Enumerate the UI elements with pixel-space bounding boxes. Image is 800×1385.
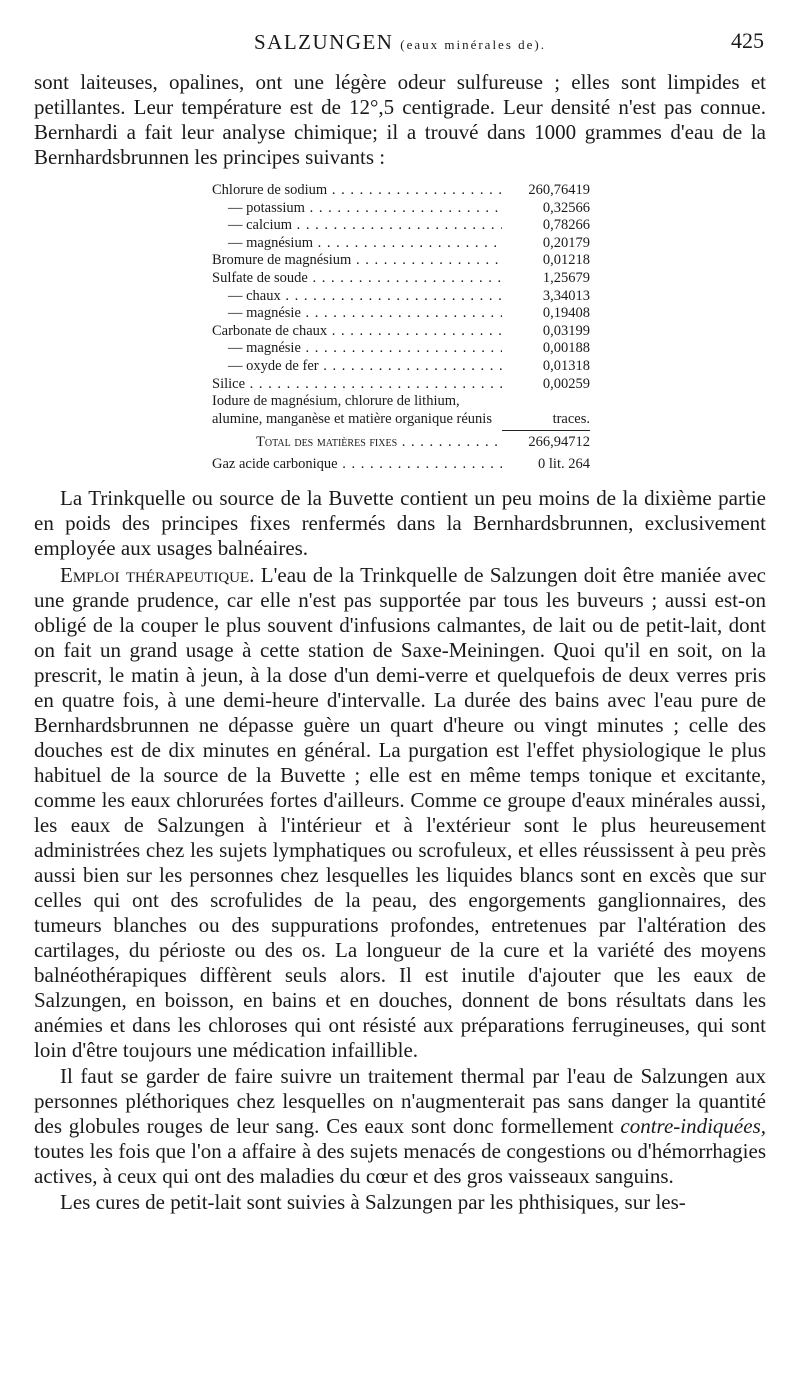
row-label: Iodure de magnésium, chlorure de lithium, alumine, manganèse et matière organique réunis: [212, 393, 492, 427]
table-row: [212, 340, 590, 358]
table-row: [212, 200, 590, 218]
paragraph-plethoriques: [34, 1064, 766, 1189]
composition-table: [212, 182, 590, 474]
gas-label: Gaz acide carbonique: [212, 455, 338, 472]
running-title-sub: (eaux minérales de).: [400, 37, 546, 52]
row-label: Chlorure de sodium: [212, 182, 328, 198]
table-row: [212, 323, 590, 341]
running-title: [34, 30, 766, 55]
row-value: traces.: [552, 410, 590, 427]
table-row: [212, 376, 590, 394]
table-row-multiline: [212, 393, 590, 428]
total-label: Total des matières fixes: [256, 434, 398, 451]
page-number: 425: [731, 28, 764, 53]
gas-value: 0 lit. 264: [538, 455, 590, 472]
table-row: [212, 182, 590, 200]
paragraph-petit-lait: Les cures de petit-lait sont suivies à Salzungen par les phthisiques, sur les-: [60, 1189, 686, 1214]
row-value: 0,00259: [542, 375, 590, 392]
total-row: [212, 434, 590, 452]
row-label: — magnésie: [228, 340, 301, 357]
row-value: 0,20179: [542, 234, 590, 251]
row-value: 0,19408: [542, 305, 590, 322]
row-value: 0,01318: [542, 357, 590, 374]
row-label: Bromure de magnésium: [212, 252, 352, 269]
row-label: — potassium: [228, 199, 305, 216]
row-label: — chaux: [228, 287, 281, 304]
row-label: — calcium: [228, 217, 293, 234]
row-value: 0,03199: [542, 322, 590, 339]
row-value: 0,32566: [542, 199, 590, 216]
row-value: 0,78266: [542, 217, 590, 234]
row-value: 260,76419: [528, 182, 590, 198]
paragraph-emploi-body: L'eau de la Trinkquelle de Salzungen doit être maniée avec une grande prudence, car elle n'est pas supportée par tous les buveurs ; aussi est-on obligé de la couper le plus souvent d'infusions calmantes, de lait ou de petit-lait, dont on fait un grand usage à cette station de Saxe-Meiningen. Quoi qu'il en soit, on la prescrit, le matin à jeun, à la dose d'un demi-verre et quelquefois de deux verres pris en quatre fois, à une demi-heure d'intervalle. La durée des bains avec l'eau pure de Bernhardsbrunnen ne dépasse guère un quart d'heure ou vingt minutes ; celle des douches est de dix minutes en général. La purgation est l'effet physiologique le plus habituel de la source de la Buvette ; elle est en même temps tonique et excitante, comme les eaux chlorurées fortes d'ailleurs. Comme ce groupe d'eaux minérales aussi, les eaux de Salzungen à l'intérieur et à l'extérieur sont le plus heureusement administrées chez les sujets lymphatiques ou scrofuleux, et elles réussissent à peu près aussi bien sur les personnes chez lesquelles les liquides blancs sont en excès que sur celles qui ont des scrofulides de la peau, des engorgements ganglionnaires, des tumeurs blanches ou des suppurations profondes, entretenues par l'altération des cartilages, du périoste ou des os. La longueur de la cure et la variété des moyens balnéothérapiques diffèrent seuls alors. Il est inutile d'ajouter que les eaux de Salzungen, en boisson, en bains et en douches, donnent de bons résultats dans les anémies et dans les chloroses qui ont résisté aux préparations ferrugineuses, qui sont loin d'être toujours une médication infaillible.: [34, 562, 767, 1062]
section-heading: Emploi thérapeutique.: [60, 562, 255, 587]
emphasis-contre-indiquees: contre-indiquées,: [620, 1113, 766, 1138]
row-label: — magnésium: [228, 234, 313, 251]
paragraph-plethoriques-b: toutes les fois que l'on a affaire à des sujets menacés de congestions ou d'hémorrhagies actives, à ceux qui ont des maladies du cœur et des gros vaisseaux sanguins.: [34, 1138, 766, 1188]
table-row: [212, 305, 590, 323]
table-row: [212, 270, 590, 288]
table-row: [212, 235, 590, 253]
total-value: 266,94712: [528, 434, 590, 451]
row-label: Carbonate de chaux: [212, 322, 328, 339]
gas-row: [212, 456, 590, 474]
intro-paragraph: sont laiteuses, opalines, ont une légère odeur sulfureuse ; elles sont limpides et petillantes. Leur température est de 12°,5 centigrade. Leur densité n'est pas connue. Bernhardi a fait leur analyse chimique; il a trouvé dans 1000 grammes d'eau de la Bernhardsbrunnen les principes suivants :: [34, 70, 766, 169]
paragraph-plethoriques-a: Il faut se garder de faire suivre un traitement thermal par l'eau de Salzungen aux personnes pléthoriques chez lesquelles on n'augmenterait pas sans danger la quantité des globules rouges de leur sang. Ces eaux sont donc formellement: [34, 1063, 766, 1138]
table-row: [212, 288, 590, 306]
row-label: Silice: [212, 375, 246, 392]
row-value: 1,25679: [542, 269, 590, 286]
row-label: — oxyde de fer: [228, 357, 319, 374]
row-value: 0,01218: [542, 252, 590, 269]
table-row: [212, 217, 590, 235]
total-rule: [502, 430, 590, 431]
row-label: Sulfate de soude: [212, 269, 308, 286]
book-page: [34, 30, 766, 1215]
table-row: [212, 252, 590, 270]
paragraph-emploi: [34, 563, 766, 1063]
running-head: [34, 30, 766, 70]
paragraph-trinkquelle: La Trinkquelle ou source de la Buvette contient un peu moins de la dixième partie en poids des principes fixes renfermés dans la Bernhardsbrunnen, exclusivement employée aux usages balnéaires.: [34, 485, 766, 560]
table-row: [212, 358, 590, 376]
row-label: — magnésie: [228, 305, 301, 322]
row-value: 0,00188: [542, 340, 590, 357]
row-value: 3,34013: [542, 287, 590, 304]
running-title-main: SALZUNGEN: [253, 30, 394, 54]
